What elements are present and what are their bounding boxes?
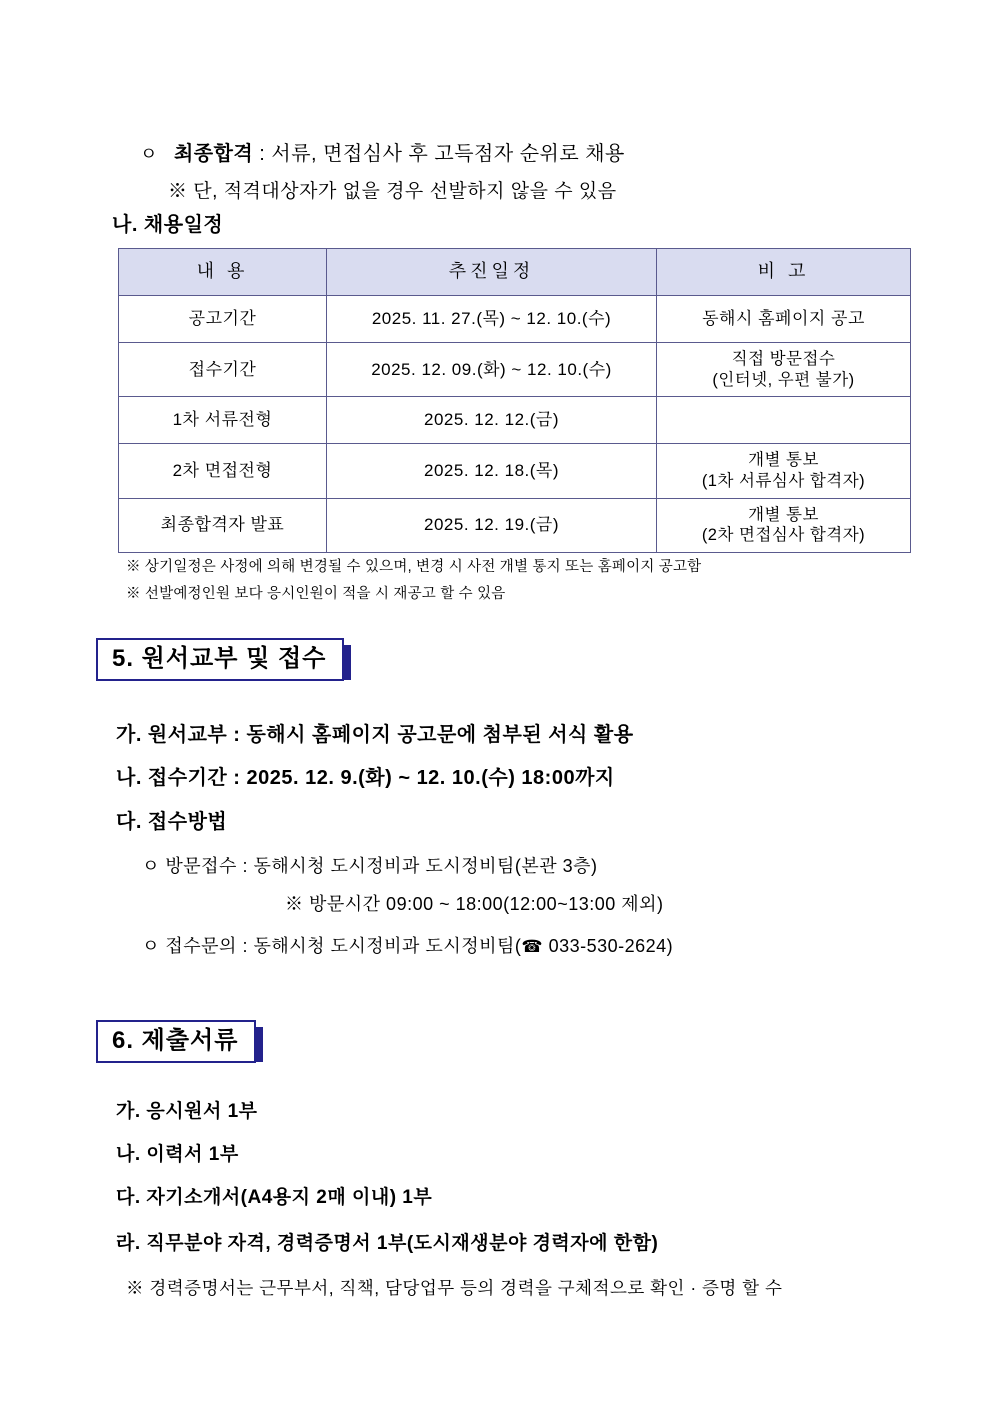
section-5-bullet-2-suffix: 033-530-2624) — [543, 936, 674, 956]
table-row — [119, 296, 911, 343]
cell-remark — [657, 397, 911, 444]
section-5-item-2: 나. 접수기간 : 2025. 12. 9.(화) ~ 12. 10.(수) 18:00까지 — [116, 767, 615, 789]
section-5-item-3: 다. 접수방법 — [116, 811, 228, 833]
schedule-heading: 나. 채용일정 — [112, 214, 224, 236]
section-5-bullet-1: ㅇ 방문접수 : 동해시청 도시정비과 도시정비팀(본관 3층) — [142, 856, 598, 876]
cell-remark: 동해시 홈페이지 공고 — [657, 296, 911, 343]
bullet-circle-icon: ㅇ — [140, 144, 158, 164]
table-row — [119, 498, 911, 552]
final-pass-text: : 서류, 면접심사 후 고득점자 순위로 채용 — [253, 143, 625, 165]
cell-remark — [657, 343, 911, 397]
cell-date: 2025. 11. 27.(목) ~ 12. 10.(수) — [327, 296, 657, 343]
header-remark: 비 고 — [657, 249, 911, 296]
cell-remark-line2: (1차 서류심사 합격자) — [701, 471, 866, 490]
final-pass-note: ※ 단, 적격대상자가 없을 경우 선발하지 않을 수 있음 — [168, 181, 617, 202]
cell-remark — [657, 498, 911, 552]
cell-remark-line1: 개별 통보 — [748, 505, 819, 524]
table-row — [119, 397, 911, 444]
cell-date: 2025. 12. 18.(목) — [327, 444, 657, 498]
telephone-icon: ☎ — [521, 937, 544, 956]
cell-remark-line2: (2차 면접심사 합격자) — [701, 526, 866, 545]
table-note-2: ※ 선발예정인원 보다 응시인원이 적을 시 재공고 할 수 있음 — [126, 586, 506, 602]
cell-content: 1차 서류전형 — [119, 397, 327, 444]
section-5-heading — [96, 638, 344, 673]
cell-date: 2025. 12. 09.(화) ~ 12. 10.(수) — [327, 343, 657, 397]
section-6-item-3: 다. 자기소개서(A4용지 2매 이내) 1부 — [116, 1187, 433, 1208]
final-pass-label: 최종합격 — [173, 143, 254, 165]
cell-date: 2025. 12. 12.(금) — [327, 397, 657, 444]
cell-remark — [657, 444, 911, 498]
section-6-item-4: 라. 직무분야 자격, 경력증명서 1부(도시재생분야 경력자에 한함) — [116, 1233, 659, 1254]
cell-remark-line1: 개별 통보 — [748, 451, 819, 470]
section-5-title: 5. 원서교부 및 접수 — [96, 638, 344, 681]
cell-date: 2025. 12. 19.(금) — [327, 498, 657, 552]
section-5-bullet-2 — [142, 932, 673, 958]
section-6-item-2: 나. 이력서 1부 — [116, 1144, 239, 1165]
header-content: 내 용 — [119, 249, 327, 296]
section-6-title: 6. 제출서류 — [96, 1020, 256, 1063]
header-date: 추진일정 — [327, 249, 657, 296]
cell-content: 2차 면접전형 — [119, 444, 327, 498]
cell-content: 공고기간 — [119, 296, 327, 343]
final-pass-line — [140, 137, 625, 166]
section-6-item-1: 가. 응시원서 1부 — [116, 1101, 258, 1122]
table-row — [119, 343, 911, 397]
table-header-row — [119, 249, 911, 296]
cell-remark-line2: (인터넷, 우편 불가) — [712, 370, 855, 389]
section-6-note: ※ 경력증명서는 근무부서, 직책, 담당업무 등의 경력을 구체적으로 확인 · 증명 할 수 — [126, 1278, 783, 1298]
cell-content: 최종합격자 발표 — [119, 498, 327, 552]
recruitment-schedule-table — [118, 248, 911, 553]
table-row — [119, 444, 911, 498]
section-6-heading — [96, 1020, 256, 1055]
cell-content: 접수기간 — [119, 343, 327, 397]
cell-remark-line1: 직접 방문접수 — [731, 350, 836, 368]
section-5-bullet-1-sub: ※ 방문시간 09:00 ~ 18:00(12:00~13:00 제외) — [285, 894, 664, 914]
section-5-bullet-2-prefix: ㅇ 접수문의 : 동해시청 도시정비과 도시정비팀( — [142, 936, 522, 956]
section-5-item-1: 가. 원서교부 : 동해시 홈페이지 공고문에 첨부된 서식 활용 — [116, 724, 634, 746]
table-note-1: ※ 상기일정은 사정에 의해 변경될 수 있으며, 변경 시 사전 개별 통지 또는 홈페이지 공고함 — [126, 559, 702, 575]
